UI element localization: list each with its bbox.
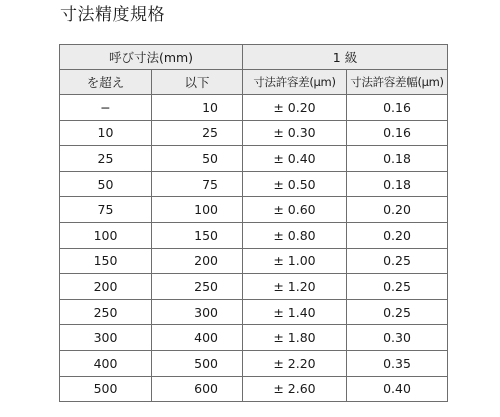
cell-tolerance: ± 0.80 (243, 222, 347, 248)
cell-over: 250 (60, 299, 152, 325)
cell-over: 500 (60, 376, 152, 402)
cell-under: 400 (152, 325, 243, 351)
cell-tolerance: ± 2.20 (243, 350, 347, 376)
table-row (60, 197, 448, 223)
cell-tolerance: ± 0.60 (243, 197, 347, 223)
table-row (60, 325, 448, 351)
cell-tolerance-width: 0.18 (347, 146, 448, 172)
header-nominal-size: 呼び寸法(mm) (60, 45, 243, 70)
dimension-accuracy-table (59, 44, 448, 402)
cell-tolerance-width: 0.40 (347, 376, 448, 402)
cell-under: 150 (152, 222, 243, 248)
cell-tolerance-width: 0.16 (347, 120, 448, 146)
cell-under: 300 (152, 299, 243, 325)
table-row (60, 376, 448, 402)
cell-tolerance: ± 1.40 (243, 299, 347, 325)
cell-tolerance-width: 0.20 (347, 197, 448, 223)
cell-tolerance: ± 0.20 (243, 95, 347, 121)
cell-tolerance-width: 0.35 (347, 350, 448, 376)
cell-under: 10 (152, 95, 243, 121)
cell-tolerance-width: 0.18 (347, 171, 448, 197)
cell-tolerance-width: 0.20 (347, 222, 448, 248)
cell-under: 75 (152, 171, 243, 197)
table-row (60, 299, 448, 325)
header-tolerance-width: 寸法許容差幅(μm) (347, 70, 448, 95)
header-tolerance: 寸法許容差(μm) (243, 70, 347, 95)
table-row (60, 222, 448, 248)
cell-over: 25 (60, 146, 152, 172)
table-row (60, 248, 448, 274)
cell-under: 100 (152, 197, 243, 223)
cell-over: 300 (60, 325, 152, 351)
cell-tolerance: ± 0.30 (243, 120, 347, 146)
cell-tolerance: ± 2.60 (243, 376, 347, 402)
table-header-row-1 (60, 45, 448, 70)
table-row (60, 120, 448, 146)
cell-under: 600 (152, 376, 243, 402)
cell-over: 10 (60, 120, 152, 146)
cell-tolerance-width: 0.25 (347, 299, 448, 325)
cell-over: 75 (60, 197, 152, 223)
cell-tolerance: ± 0.40 (243, 146, 347, 172)
page-title: 寸法精度規格 (60, 5, 165, 25)
cell-under: 50 (152, 146, 243, 172)
cell-tolerance: ± 1.80 (243, 325, 347, 351)
table-row (60, 350, 448, 376)
cell-over: 200 (60, 274, 152, 300)
table-row (60, 95, 448, 121)
cell-under: 250 (152, 274, 243, 300)
cell-tolerance: ± 0.50 (243, 171, 347, 197)
cell-over: 100 (60, 222, 152, 248)
table-header-row-2 (60, 70, 448, 95)
table-row (60, 146, 448, 172)
header-under: 以下 (152, 70, 243, 95)
cell-tolerance-width: 0.25 (347, 248, 448, 274)
cell-under: 500 (152, 350, 243, 376)
cell-tolerance: ± 1.20 (243, 274, 347, 300)
header-over: を超え (60, 70, 152, 95)
header-grade: 1 級 (243, 45, 448, 70)
cell-tolerance-width: 0.30 (347, 325, 448, 351)
cell-over: 50 (60, 171, 152, 197)
cell-over: 400 (60, 350, 152, 376)
cell-over: 150 (60, 248, 152, 274)
cell-over: − (60, 95, 152, 121)
table-row (60, 171, 448, 197)
cell-tolerance: ± 1.00 (243, 248, 347, 274)
cell-under: 25 (152, 120, 243, 146)
cell-tolerance-width: 0.16 (347, 95, 448, 121)
cell-tolerance-width: 0.25 (347, 274, 448, 300)
table-row (60, 274, 448, 300)
cell-under: 200 (152, 248, 243, 274)
